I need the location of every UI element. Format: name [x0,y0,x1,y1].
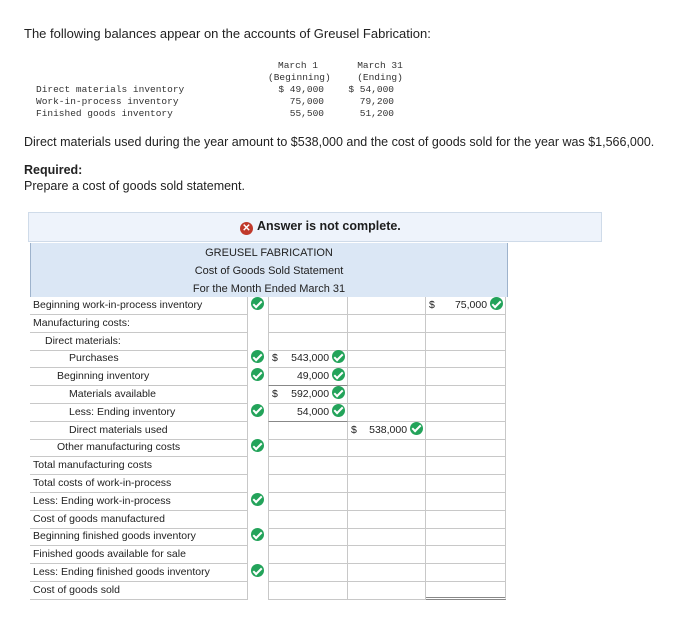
statement-row [30,404,506,422]
amount-col3-cell[interactable] [426,528,506,546]
amount-col1-cell[interactable] [268,528,348,546]
amount-col1-cell[interactable] [268,422,348,440]
balance-fg-ending: 51,200 [359,108,394,119]
statement-row [30,528,506,546]
balance-label-dm: Direct materials inventory [36,84,185,95]
statement-period: For the Month Ended March 31 [192,283,346,295]
row-check-indicator [251,528,267,546]
statement-row-label-text: Less: Ending inventory [69,405,176,418]
amount-col1-cell[interactable] [268,350,348,368]
amount-col1-cell[interactable] [268,368,348,386]
statement-row-label-text: Manufacturing costs: [33,316,130,329]
balance-wip-beginning: 75,000 [289,96,324,107]
balance-label-wip: Work-in-process inventory [36,96,179,107]
amount-col3-cell[interactable] [426,368,506,386]
statement-row-label[interactable] [30,457,248,475]
amount-col1-cell[interactable] [268,333,348,351]
amount-col2-cell-check-icon [410,422,423,435]
row-check-indicator [251,350,267,368]
amount-col2-cell[interactable] [348,404,426,422]
balance-wip-ending: 79,200 [359,96,394,107]
statement-row-label[interactable] [30,475,248,493]
statement-row-label-text: Direct materials: [45,334,121,347]
amount-col2-cell[interactable] [348,546,426,564]
statement-row-label-text: Total costs of work-in-process [33,477,172,489]
amount-col1-cell[interactable] [268,439,348,457]
statement-header [30,243,508,297]
statement-row-label-text: Cost of goods manufactured [33,512,165,525]
error-x-icon: ✕ [240,222,253,235]
amount-col2-cell[interactable] [348,386,426,404]
col-ending-header-line2: (Ending) [357,71,403,83]
amount-col3-cell[interactable] [426,475,506,493]
amount-col2-cell-text: 538,000 [369,423,408,436]
amount-col2-cell[interactable] [348,564,426,582]
balance-label-fg: Finished goods inventory [36,108,173,119]
amount-col1-cell-dollar: $ [272,352,278,365]
amount-col1-cell-text: 49,000 [296,370,330,383]
amount-col3-cell[interactable] [426,404,506,422]
amount-col1-cell-value [291,386,345,403]
check-icon [251,350,264,363]
amount-col2-cell[interactable] [348,350,426,368]
amount-col3-cell-text: 75,000 [454,299,488,311]
amount-col2-cell[interactable] [348,297,426,315]
amount-col2-cell[interactable] [348,528,426,546]
amount-col3-cell[interactable] [426,315,506,333]
amount-col1-cell-check-icon [332,404,345,417]
statement-row-label[interactable] [30,315,248,333]
statement-row-label[interactable] [30,439,248,457]
amount-col2-cell[interactable] [348,333,426,351]
amount-col2-cell[interactable] [348,368,426,386]
amount-col3-cell[interactable] [426,350,506,368]
statement-row-label[interactable] [30,350,248,368]
statement-row [30,386,506,404]
amount-col1-cell[interactable] [268,511,348,529]
statement-row-label-text: Total manufacturing costs [33,459,153,472]
check-icon [251,528,264,541]
statement-row-label-text: Purchases [69,352,119,365]
statement-row-label-text: Materials available [69,388,156,400]
statement-row [30,315,506,333]
row-check-indicator [251,493,267,511]
row-check-indicator [251,439,267,457]
statement-row [30,457,506,475]
amount-col1-cell[interactable] [268,493,348,511]
amount-col1-cell-check-icon [332,386,345,399]
statement-company: GREUSEL FABRICATION [205,247,333,259]
check-icon [251,297,264,310]
statement-row [30,368,506,386]
amount-col1-cell[interactable] [268,386,348,404]
statement-row-label-text: Less: Ending work-in-process [33,494,171,507]
statement-row-label-text: Other manufacturing costs [57,441,181,454]
check-icon [251,368,264,381]
statement-row [30,350,506,368]
col-ending-header [350,60,410,83]
amount-col2-cell[interactable] [348,582,426,600]
amount-col3-cell[interactable] [426,564,506,582]
statement-row-label[interactable] [30,333,248,351]
row-check-indicator [251,368,267,386]
statement-row-label[interactable] [30,368,248,386]
amount-col1-cell[interactable] [268,582,348,600]
statement-row-label-text: Cost of goods sold [33,583,120,596]
statement-row-label[interactable] [30,564,248,582]
required-heading: Required: [24,163,83,177]
amount-col1-cell-text: 54,000 [296,405,330,418]
intro-text: The following balances appear on the accounts of Greusel Fabrication: [24,26,431,41]
balance-dm-ending: $ 54,000 [348,84,394,95]
statement-row-label[interactable] [30,404,248,422]
statement-row-label[interactable] [30,546,248,564]
statement-row [30,582,506,600]
balance-dm-beginning: $ 49,000 [278,84,324,95]
amount-col1-cell-check-icon [332,368,345,381]
statement-row-label-text: Less: Ending finished goods inventory [33,566,210,578]
amount-col3-cell[interactable] [426,333,506,351]
amount-col2-cell[interactable] [348,511,426,529]
amount-col1-cell[interactable] [268,315,348,333]
amount-col3-cell[interactable] [426,511,506,529]
amount-col2-cell-dollar: $ [351,423,357,436]
answer-status [240,219,401,235]
statement-row-label[interactable] [30,297,248,315]
statement-row-label[interactable] [30,511,248,529]
amount-col1-cell[interactable] [268,404,348,422]
statement-row [30,511,506,529]
amount-col1-cell-value [291,350,345,367]
check-icon [251,493,264,506]
row-check-indicator [251,564,267,582]
amount-col3-cell[interactable] [426,457,506,475]
amount-col2-cell[interactable] [348,422,426,440]
statement-row-label-text: Finished goods available for sale [33,548,186,561]
amount-col1-cell[interactable] [268,457,348,475]
statement-row [30,546,506,564]
amount-col1-cell-check-icon [332,350,345,363]
amount-col2-cell[interactable] [348,457,426,475]
amount-col1-cell[interactable] [268,297,348,315]
statement-title: Cost of Goods Sold Statement [194,265,344,277]
amount-col3-cell[interactable] [426,297,506,315]
check-icon [251,564,264,577]
statement-row-label-text: Beginning work-in-process inventory [33,299,203,311]
amount-col2-cell[interactable] [348,315,426,333]
amount-col2-cell[interactable] [348,439,426,457]
col-beginning-header-line2: (Beginning) [268,71,331,83]
check-icon [251,404,264,417]
row-check-indicator [251,297,267,315]
amount-col1-cell[interactable] [268,546,348,564]
amount-col1-cell-value [297,404,345,421]
amount-col3-cell-value [455,297,503,314]
statement-row-label-text: Direct materials used [69,423,168,436]
statement-row-label[interactable] [30,422,248,440]
statement-row-label-text: Beginning inventory [57,370,150,383]
amount-col3-cell[interactable] [426,493,506,511]
balance-fg-beginning: 55,500 [289,108,324,119]
statement-row [30,333,506,351]
required-text: Prepare a cost of goods sold statement. [24,179,245,193]
statement-row-label[interactable] [30,582,248,600]
statement-row-label-text: Beginning finished goods inventory [33,530,196,543]
amount-col3-cell[interactable] [426,546,506,564]
amount-col3-cell[interactable] [426,422,506,440]
statement-row [30,475,506,493]
amount-col3-cell[interactable] [426,439,506,457]
amount-col3-cell[interactable] [426,386,506,404]
statement-row-label[interactable] [30,386,248,404]
statement-row [30,493,506,511]
amount-col3-cell-check-icon [490,297,503,310]
statement-row [30,564,506,582]
check-icon [251,439,264,452]
col-beginning-header-line1: March 1 [278,60,318,71]
amount-col3-cell-dollar: $ [429,299,435,311]
statement-row-label[interactable] [30,493,248,511]
amount-col1-cell[interactable] [268,564,348,582]
statement-row [30,297,506,315]
answer-status-text: Answer is not complete. [257,219,401,233]
problem-paragraph: Direct materials used during the year amount to $538,000 and the cost of goods sold for the year was $1,566,000. [24,135,655,149]
amount-col2-cell[interactable] [348,493,426,511]
row-check-indicator [251,404,267,422]
amount-col1-cell-text: 543,000 [291,352,330,365]
amount-col1-cell-value [297,368,345,385]
statement-row [30,439,506,457]
statement-row-label[interactable] [30,528,248,546]
amount-col2-cell[interactable] [348,475,426,493]
amount-col3-cell[interactable] [426,582,506,600]
col-beginning-header [268,60,331,83]
amount-col2-cell-value [369,422,423,439]
statement-row [30,422,506,440]
amount-col1-cell-text: 592,000 [291,388,330,400]
amount-col1-cell[interactable] [268,475,348,493]
amount-col1-cell-dollar: $ [272,388,278,400]
col-ending-header-line1: March 31 [357,60,403,71]
